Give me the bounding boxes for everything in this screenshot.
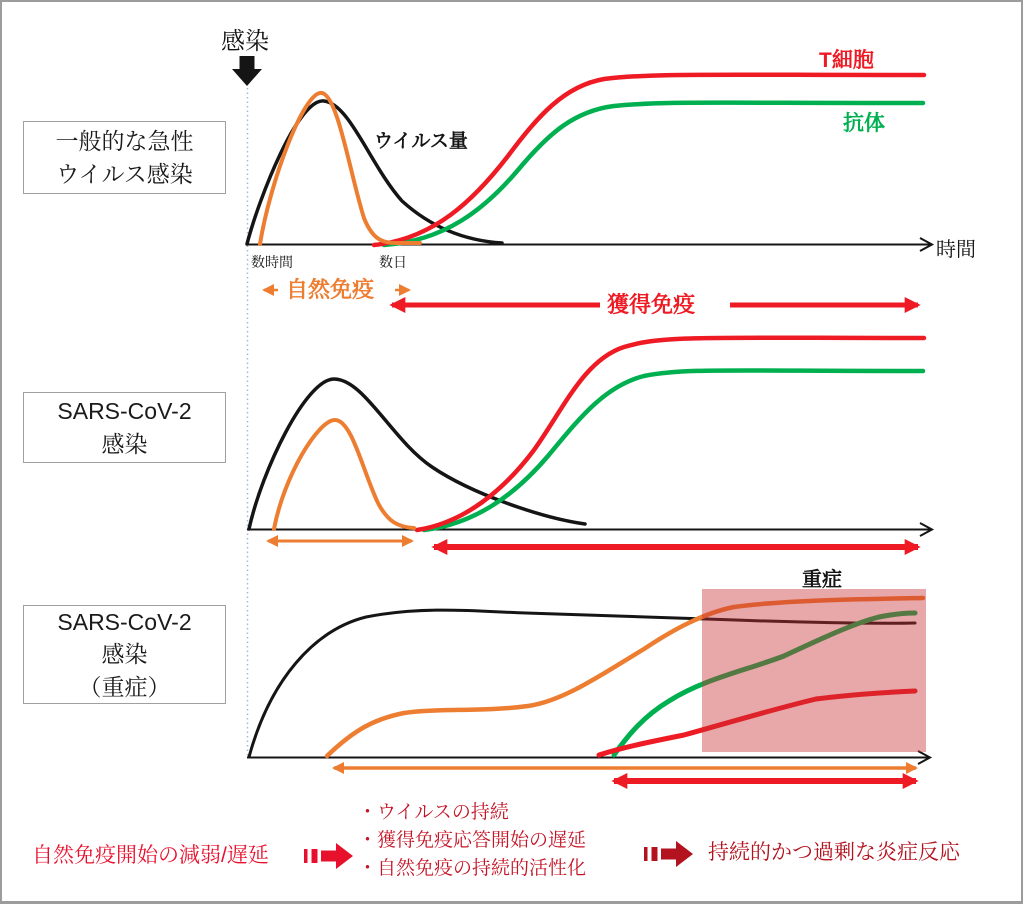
panel2-title-line2: 感染 [101, 430, 148, 457]
viral-load-label: ウイルス量 [374, 131, 468, 152]
striped-right-arrow-icon [304, 841, 354, 871]
panel3-title-line3: （重症） [78, 673, 171, 700]
panel2-title-line1: SARS-CoV-2 [57, 397, 192, 424]
panel3-title-line1: SARS-CoV-2 [57, 608, 192, 635]
severe-label: 重症 [802, 569, 842, 591]
panel2-title-box [23, 392, 226, 463]
panel3-title-box [23, 605, 226, 704]
severe-phase-shaded-region [702, 589, 926, 752]
antibody-label: 抗体 [843, 112, 885, 135]
hours-tick-label: 数時間 [251, 254, 293, 270]
innate-curve-p2 [274, 420, 414, 529]
tcell-curve-p1 [374, 75, 924, 245]
innate-immunity-label: 自然免疫 [286, 277, 375, 302]
footer-effect-text: 持続的かつ過剰な炎症反応 [708, 841, 960, 864]
adaptive-immunity-label: 獲得免疫 [607, 292, 696, 317]
time-axis-label: 時間 [936, 239, 976, 261]
tcell-label: T細胞 [819, 49, 874, 72]
viral-load-curve-p2 [249, 379, 585, 529]
footer-bullet-3: ・自然免疫の持続的活性化 [358, 858, 587, 879]
infection-label: 感染 [221, 28, 269, 55]
viral-load-curve-p1 [247, 101, 502, 244]
days-tick-label: 数日 [379, 254, 407, 270]
panel1-title-box [23, 121, 226, 194]
innate-curve-p1 [260, 93, 420, 244]
panel3-title-line2: 感染 [101, 641, 148, 668]
footer-bullet-2: ・獲得免疫応答開始の遅延 [358, 830, 587, 851]
tcell-curve-p2 [417, 338, 924, 530]
striped-right-arrow-icon-2 [644, 839, 694, 869]
footer-bullet-list [358, 799, 586, 883]
infection-down-arrow-icon [232, 56, 262, 86]
footer-cause-text: 自然免疫開始の減弱/遅延 [32, 844, 269, 867]
footer-bullet-1: ・ウイルスの持続 [358, 802, 509, 823]
antibody-curve-p2 [424, 370, 923, 530]
panel1-title-line2: ウイルス感染 [56, 160, 193, 187]
panel1-title-line1: 一般的な急性 [55, 127, 194, 154]
